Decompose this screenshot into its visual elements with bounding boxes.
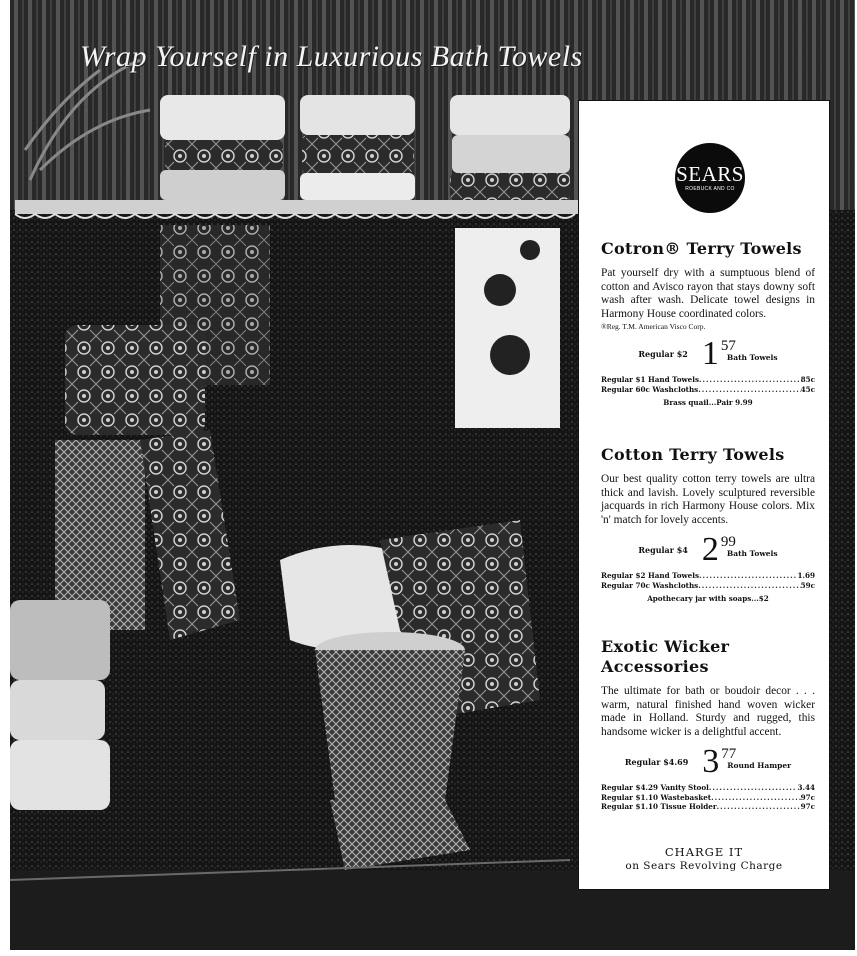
- charge-it-callout: [579, 845, 829, 872]
- section-description: The ultimate for bath or boudoir decor . . . warm, natural finished hand woven wicker made in Holland. Sturdy and rugged, this handsome wicker is a delightful accent.: [601, 685, 815, 738]
- section-title: Exotic Wicker Accessories: [601, 637, 730, 676]
- list-item: Regular $2 Hand Towels ..... 1.69: [601, 571, 815, 581]
- section-description: Our best quality cotton terry towels are ultra thick and lavish. Lovely sculptured reversible jacquards in rich Harmony House colors. Mix 'n' match for lovely accents.: [601, 473, 815, 526]
- section-cotton-towels: [601, 445, 815, 603]
- section-wicker-accessories: [601, 637, 815, 812]
- sale-price-cents: 57: [720, 338, 736, 354]
- sale-price-dollars: 1: [701, 335, 719, 372]
- regular-price: Regular $2: [638, 349, 688, 359]
- accessory-note: Apothecary jar with soaps...$2: [647, 594, 769, 603]
- item-list: [601, 783, 815, 812]
- section-title: Cotton Terry Towels: [601, 445, 785, 464]
- price-row: [601, 335, 815, 372]
- accessory-note: Brass quail...Pair 9.99: [663, 398, 753, 407]
- price-unit: Round Hamper: [727, 761, 792, 770]
- list-item: Regular $1.10 Tissue Holder ..... 97c: [601, 802, 815, 812]
- logo-name: SEARS: [676, 161, 744, 186]
- list-item: Regular $1.10 Wastebasket ..... 97c: [601, 793, 815, 803]
- ad-headline: Wrap Yourself in Luxurious Bath Towels: [80, 40, 583, 73]
- price-unit: Bath Towels: [726, 549, 778, 558]
- price-unit: Bath Towels: [726, 353, 778, 362]
- sale-price-dollars: 2: [701, 531, 719, 568]
- regular-price: Regular $4: [638, 545, 688, 555]
- item-list: [601, 571, 815, 590]
- item-list: [601, 375, 815, 394]
- sale-price-cents: 99: [720, 534, 736, 550]
- sears-logo: [675, 143, 745, 213]
- list-item: Regular 60c Washcloths ..... 45c: [601, 385, 815, 395]
- list-item: Regular 70c Washcloths ..... 59c: [601, 581, 815, 591]
- price-panel: [578, 100, 830, 890]
- charge-title: CHARGE IT: [664, 845, 744, 859]
- regular-price: Regular $4.69: [624, 757, 689, 767]
- section-description: Pat yourself dry with a sumptuous blend of cotton and Avisco rayon that stays downy soft wash after wash. Delicate towel designs in Harmony House coordinated colors.: [601, 267, 815, 320]
- list-item: Regular $4.29 Vanity Stool ..... 3.44: [601, 783, 815, 793]
- sale-price-dollars: 3: [702, 743, 720, 780]
- sale-price-cents: 77: [721, 746, 737, 762]
- section-title: Cotron® Terry Towels: [601, 239, 802, 258]
- logo-subtitle: ROEBUCK AND CO: [685, 185, 735, 192]
- price-row: [601, 743, 815, 780]
- trademark-note: ®Reg. T.M. American Visco Corp.: [601, 322, 706, 331]
- list-item: Regular $1 Hand Towels ..... 85c: [601, 375, 815, 385]
- price-row: [601, 531, 815, 568]
- section-cotron-towels: [601, 239, 815, 407]
- charge-subtitle: on Sears Revolving Charge: [625, 860, 783, 872]
